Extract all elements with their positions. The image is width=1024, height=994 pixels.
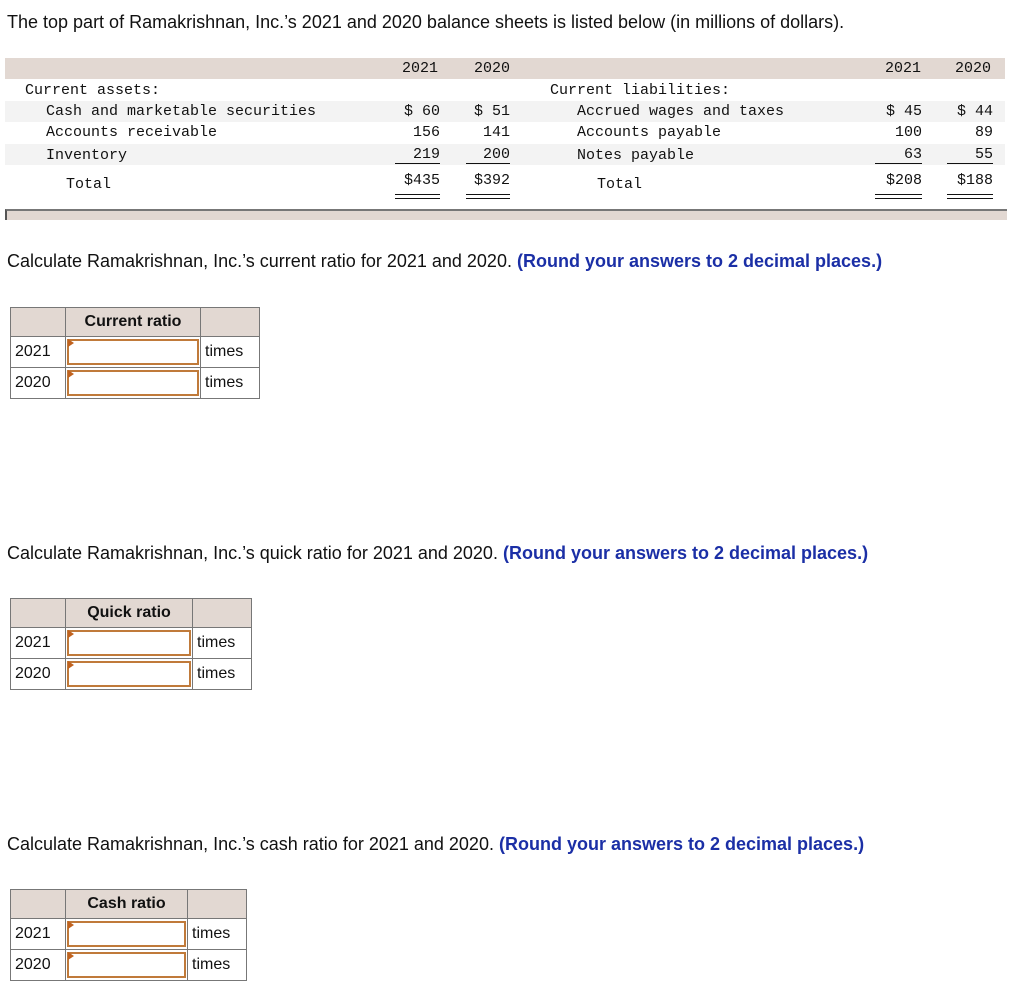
round-hint: (Round your answers to 2 decimal places.) bbox=[516, 251, 883, 271]
quick-ratio-2020-input[interactable] bbox=[67, 661, 191, 687]
asset-value: 156 bbox=[412, 124, 440, 141]
current-ratio-2021-input[interactable] bbox=[67, 339, 199, 365]
liability-label: Notes payable bbox=[577, 147, 695, 164]
quick-ratio-table bbox=[10, 598, 252, 690]
liability-value: 55 bbox=[947, 146, 993, 164]
question-current-ratio: Calculate Ramakrishnan, Inc.’s current ratio for 2021 and 2020. (Round your answers to 2 decimal places.) bbox=[7, 251, 883, 271]
liability-label: Accounts payable bbox=[577, 124, 722, 141]
liability-total-value: $188 bbox=[956, 172, 993, 189]
liability-value: 100 bbox=[894, 124, 922, 141]
unit-label: times bbox=[201, 368, 260, 399]
column-header: Quick ratio bbox=[66, 599, 193, 628]
year-label: 2021 bbox=[11, 628, 66, 659]
cash-ratio-2021-input[interactable] bbox=[67, 921, 186, 947]
assets-heading: Current assets: bbox=[25, 82, 161, 99]
asset-value: $ 60 bbox=[403, 103, 440, 120]
unit-label: times bbox=[193, 628, 252, 659]
asset-label: Cash and marketable securities bbox=[46, 103, 317, 120]
year-header: 2020 bbox=[955, 60, 992, 77]
question-cash-ratio: Calculate Ramakrishnan, Inc.’s cash ratio for 2021 and 2020. (Round your answers to 2 decimal places.) bbox=[7, 834, 865, 854]
asset-value: 219 bbox=[395, 146, 440, 164]
year-label: 2020 bbox=[11, 659, 66, 690]
cash-ratio-table bbox=[10, 889, 247, 981]
liability-total-label: Total bbox=[597, 176, 643, 193]
question-quick-ratio: Calculate Ramakrishnan, Inc.’s quick ratio for 2021 and 2020. (Round your answers to 2 decimal places.) bbox=[7, 543, 869, 563]
unit-label: times bbox=[193, 659, 252, 690]
asset-value: $ 51 bbox=[473, 103, 510, 120]
year-label: 2020 bbox=[11, 950, 66, 981]
liability-total-value: $208 bbox=[885, 172, 922, 189]
liability-value: $ 44 bbox=[956, 103, 993, 120]
asset-value: 141 bbox=[482, 124, 510, 141]
column-header: Current ratio bbox=[66, 308, 201, 337]
year-label: 2021 bbox=[11, 337, 66, 368]
year-header: 2021 bbox=[402, 60, 439, 77]
year-header: 2020 bbox=[474, 60, 511, 77]
asset-total-value: $435 bbox=[403, 172, 440, 189]
quick-ratio-2021-input[interactable] bbox=[67, 630, 191, 656]
asset-label: Accounts receivable bbox=[46, 124, 218, 141]
asset-total-value: $392 bbox=[473, 172, 510, 189]
liability-value: 89 bbox=[974, 124, 993, 141]
balance-sheet bbox=[5, 58, 1005, 218]
unit-label: times bbox=[188, 919, 247, 950]
column-header: Cash ratio bbox=[66, 890, 188, 919]
current-ratio-2020-input[interactable] bbox=[67, 370, 199, 396]
unit-label: times bbox=[201, 337, 260, 368]
asset-label: Inventory bbox=[46, 147, 128, 164]
round-hint: (Round your answers to 2 decimal places.) bbox=[498, 834, 865, 854]
current-ratio-table bbox=[10, 307, 260, 399]
liabilities-heading: Current liabilities: bbox=[550, 82, 731, 99]
year-label: 2020 bbox=[11, 368, 66, 399]
asset-value: 200 bbox=[466, 146, 510, 164]
liability-value: 63 bbox=[875, 146, 922, 164]
year-label: 2021 bbox=[11, 919, 66, 950]
liability-label: Accrued wages and taxes bbox=[577, 103, 785, 120]
cash-ratio-2020-input[interactable] bbox=[67, 952, 186, 978]
balance-sheet-header bbox=[5, 58, 1005, 79]
liability-value: $ 45 bbox=[885, 103, 922, 120]
asset-total-label: Total bbox=[66, 176, 112, 193]
unit-label: times bbox=[188, 950, 247, 981]
round-hint: (Round your answers to 2 decimal places.) bbox=[502, 543, 869, 563]
intro-text: The top part of Ramakrishnan, Inc.’s 2021 and 2020 balance sheets is listed below (in millions of dollars). bbox=[7, 12, 845, 32]
year-header: 2021 bbox=[885, 60, 922, 77]
